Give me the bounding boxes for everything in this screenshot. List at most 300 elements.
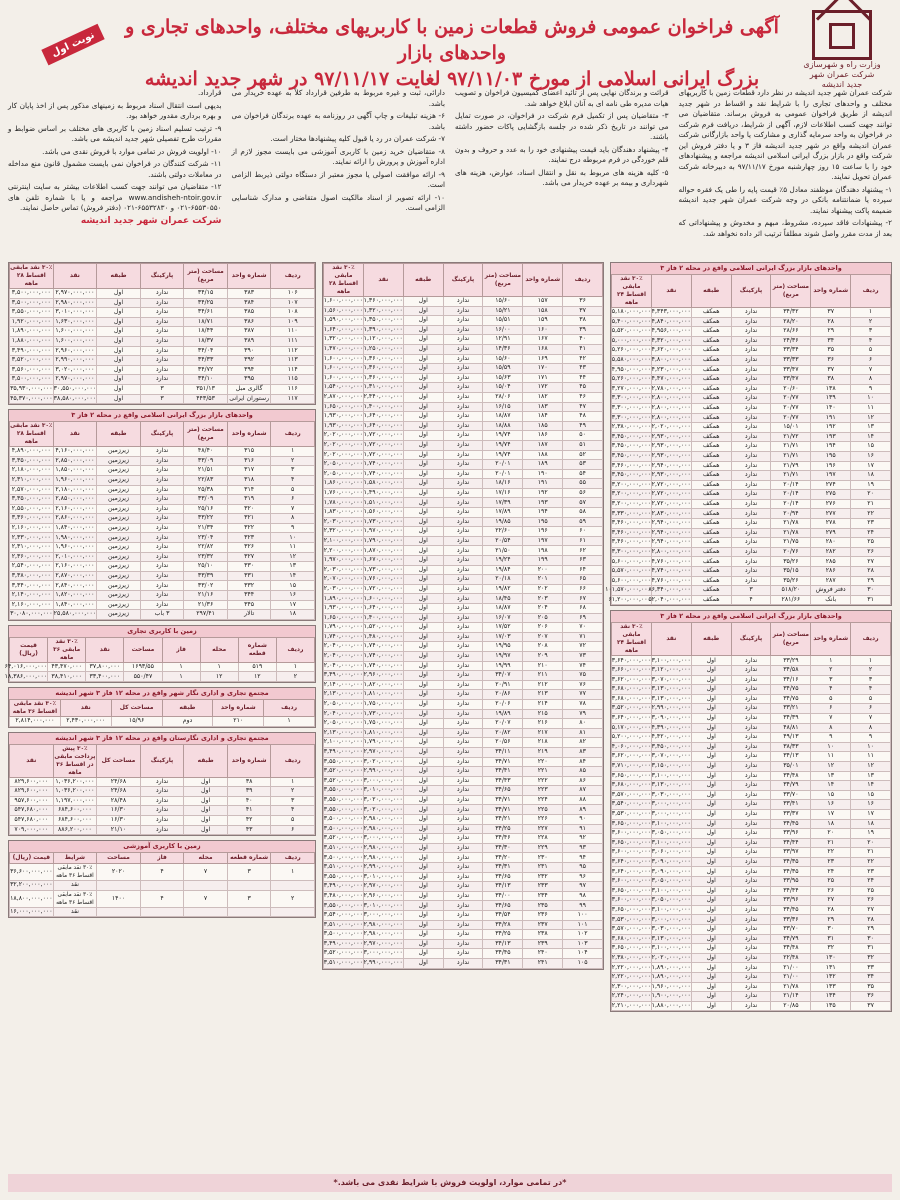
table-cell: ۱: [851, 656, 891, 666]
table-cell: ندارد: [731, 423, 771, 433]
table-cell: ندارد: [140, 571, 184, 581]
table-row: [324, 517, 603, 527]
table-cell: ۲,۰۴۰,۰۰۰,۰۰۰: [323, 652, 363, 660]
table-row: [324, 767, 603, 777]
column-header: پارکینگ: [140, 744, 184, 777]
table-cell: ۸۲۹,۶۰۰,۰۰۰: [10, 777, 54, 787]
table-cell: ۲,۰۲۰,۰۰۰,۰۰۰: [323, 431, 363, 439]
table-cell: ۳۴/۴۴: [771, 886, 811, 896]
table-row: [324, 431, 603, 441]
table-cell: اول: [403, 469, 443, 479]
table-bazaar-ground: [605, 262, 892, 606]
table-cell: ۳,۵۰۰,۰۰۰,۰۰۰: [323, 930, 363, 938]
table-row: [612, 336, 891, 346]
table-cell: اول: [691, 685, 731, 695]
table-cell: زیرزمین: [97, 591, 141, 601]
table-row: [612, 704, 891, 714]
table-cell: ۴۷: [563, 402, 603, 412]
table-title: مجتمع تجاری و اداری نگار شهر واقع در محله ۱۲ فاز ۳ شهر اندیشه: [9, 688, 315, 699]
table-cell: ۱۴/۳۶: [483, 344, 523, 354]
table-cell: ۹۶: [563, 872, 603, 882]
table-cell: ۴۳: [563, 364, 603, 374]
table-cell: ۲۷۵: [811, 490, 851, 500]
table-row: [612, 442, 891, 452]
table-cell: ندارد: [443, 699, 483, 709]
table-cell: ندارد: [443, 565, 483, 575]
table-cell: اول: [691, 666, 731, 676]
table-cell: ندارد: [140, 581, 184, 591]
table-cell: اول: [97, 346, 141, 356]
table-cell: ۱۶/۳۰: [97, 806, 141, 816]
table-cell: ۳۶: [811, 355, 851, 365]
table-row: [324, 824, 603, 834]
table-cell: ۴۹: [563, 421, 603, 431]
table-cell: ۲۰۲: [523, 584, 563, 594]
table-cell: ۱۹۵: [523, 517, 563, 527]
table-row: [324, 757, 603, 767]
table-cell: زیرزمین: [97, 504, 141, 514]
table-cell: ۳,۵۱۰,۰۰۰,۰۰۰: [323, 843, 363, 851]
table-cell: ۱,۳۱۰,۰۰۰,۰۰۰: [363, 383, 403, 391]
table-cell: اول: [691, 857, 731, 867]
table-row: [612, 973, 891, 983]
table-row: [612, 790, 891, 800]
table-cell: ۲۸: [851, 567, 891, 577]
column-header: ردیف: [271, 422, 315, 447]
table-cell: ۳۴۵: [227, 600, 271, 610]
table-cell: ۳۴/۷۲: [184, 365, 228, 375]
table-cell: ۲۲۳: [523, 786, 563, 796]
table-cell: ۲: [271, 890, 315, 907]
table-cell: همکف: [691, 586, 731, 596]
table-cell: ۴۵: [563, 383, 603, 393]
table-row: [324, 556, 603, 566]
table-cell: ۱۷/۵۲: [483, 623, 523, 633]
table-cell: ۱۳۳: [811, 982, 851, 992]
table-cell: ۱,۷۹۰,۰۰۰,۰۰۰: [363, 536, 403, 544]
table-cell: ۱۸/۸۷: [483, 604, 523, 614]
table-cell: ۳۲: [811, 944, 851, 954]
table-cell: ۲,۸۰۰,۰۰۰,۰۰۰: [651, 404, 691, 412]
table-cell: همکف: [691, 432, 731, 442]
table-cell: ۳,۴۶۰,۰۰۰,۰۰۰: [611, 538, 651, 546]
table-cell: ۳,۵۱۰,۰۰۰,۰۰۰: [323, 863, 363, 871]
table-cell: ۳,۵۴۰,۰۰۰,۰۰۰: [323, 911, 363, 919]
table-cell: ۴۹/۱۳: [771, 733, 811, 743]
table-cell: ۴,۶۲۰,۰۰۰,۰۰۰: [651, 346, 691, 354]
table-cell: اول: [403, 882, 443, 892]
table-cell: ۴۸/۸۱: [771, 723, 811, 733]
table-cell: ۳۰,۵۵۰,۰۰۰,۰۰۰: [53, 385, 97, 393]
table-cell: ندارد: [443, 901, 483, 911]
table-cell: ۱,۵۶۰,۰۰۰,۰۰۰: [323, 306, 363, 314]
table-cell: ۳,۳۵۰,۰۰۰,۰۰۰: [10, 495, 54, 505]
table-row: [324, 671, 603, 681]
table-cell: ۴,۷۴۰,۰۰۰,۰۰۰: [651, 567, 691, 575]
table-cell: ۲۰۲۰: [97, 864, 141, 881]
table-cell: ۱۷: [851, 809, 891, 819]
table-cell: ۶۸: [563, 604, 603, 614]
table-cell: اول: [403, 383, 443, 393]
table-row: [324, 335, 603, 345]
table-cell: ۲۲: [851, 857, 891, 867]
table-cell: ندارد: [443, 872, 483, 882]
table-cell: ندارد: [443, 392, 483, 402]
table-row: [324, 901, 603, 911]
table-row: [10, 787, 315, 797]
title-line-2: بزرگ ایرانی اسلامی از مورخ ۹۷/۱۱/۰۳ لغایت ۹۷/۱۱/۱۷ در شهر جدید اندیشه: [144, 68, 760, 90]
table-cell: ندارد: [140, 533, 184, 543]
table-cell: ۲۲/۸۳: [184, 475, 228, 485]
table-cell: ۳,۵۱۰,۰۰۰,۰۰۰: [323, 920, 363, 928]
table-cell: اول: [691, 829, 731, 839]
table-cell: ۱۰: [811, 742, 851, 752]
table-cell: ۳۱: [811, 934, 851, 944]
table-cell: ۱۸۲: [523, 392, 563, 402]
table-cell: ۳,۱۰۰,۰۰۰,۰۰۰: [651, 838, 691, 846]
table-cell: اول: [403, 872, 443, 882]
table-cell: ۲,۳۸۰,۰۰۰,۰۰۰: [611, 953, 651, 961]
table-cell: ۳,۵۷۰,۰۰۰,۰۰۰: [611, 925, 651, 933]
table-cell: ۱,۷۳۰,۰۰۰,۰۰۰: [363, 517, 403, 525]
table-row: [10, 346, 315, 356]
table-cell: ۱۹/۹۷: [483, 651, 523, 661]
table-cell: ۱: [200, 662, 238, 672]
table-cell: ۱۴: [851, 781, 891, 791]
table-cell: ندارد: [140, 375, 184, 385]
table-cell: ۲۰/۰۱: [483, 469, 523, 479]
table-cell: ۲۶: [851, 896, 891, 906]
table-row: [612, 733, 891, 743]
table-row: [10, 806, 315, 816]
table-cell: ۲۱/۵۰: [483, 546, 523, 556]
table-cell: ۲۰۱: [523, 575, 563, 585]
table-cell: اول: [403, 920, 443, 930]
intro-column-1: [679, 88, 893, 258]
table-row: [612, 915, 891, 925]
table-cell: ۸: [851, 375, 891, 385]
table-cell: ۱,۰۳۶,۲۰۰,۰۰۰: [53, 787, 97, 797]
data-table: [4, 637, 315, 682]
table-cell: ۱,۵۸۰,۰۰۰,۰۰۰: [363, 479, 403, 487]
table-cell: ۵: [271, 485, 315, 495]
column-header: ۳۰٪ نقد مابقی اقساط ۲۴ ماهه: [612, 623, 652, 656]
table-cell: ۴: [851, 685, 891, 695]
table-cell: ندارد: [731, 944, 771, 954]
table-cell: ۱,۸۹۰,۰۰۰,۰۰۰: [651, 973, 691, 981]
table-cell: ۱۱۷: [271, 394, 315, 404]
table-cell: ۳۴/۴۵: [483, 949, 523, 959]
table-cell: اول: [403, 834, 443, 844]
table-cell: ندارد: [443, 536, 483, 546]
table-cell: ۱۰۵: [563, 958, 603, 968]
table-cell: اول: [691, 992, 731, 1002]
table-row: [324, 709, 603, 719]
table-cell: ۱,۳۲۰,۰۰۰,۰۰۰: [363, 306, 403, 314]
table-cell: ۱۹/۸۹: [483, 709, 523, 719]
column-header: ۳۰٪ نقد مابقی اقساط ۳۶ ماهه: [10, 700, 61, 717]
table-cell: ۳,۰۵۰,۰۰۰,۰۰۰: [651, 896, 691, 904]
table-cell: ۲,۸۴۰,۰۰۰,۰۰۰: [53, 581, 97, 591]
table-cell: ۹: [851, 733, 891, 743]
table-cell: ۱,۷۴۰,۰۰۰,۰۰۰: [363, 460, 403, 468]
table-row: [324, 364, 603, 374]
table-cell: تالار: [227, 610, 271, 620]
table-row: [324, 795, 603, 805]
table-cell: ۱۹: [851, 829, 891, 839]
table-cell: ۲۵,۵۸۰,۰۰۰,۰۰۰: [53, 610, 97, 618]
column-header: مساحت (متر مربع): [771, 623, 811, 656]
table-cell: ۱,۵۹۰,۰۰۰,۰۰۰: [323, 316, 363, 324]
table-cell: ۲۱/۳۶: [184, 600, 228, 610]
table-cell: ۲۱/۷۹: [771, 461, 811, 471]
table-cell: اول: [403, 690, 443, 700]
table-cell: ۴۴: [563, 373, 603, 383]
table-cell: ۳۳/۳۶: [771, 915, 811, 925]
table-cell: ۵,۵۸۰,۰۰۰,۰۰۰: [611, 356, 651, 364]
table-cell: ندارد: [443, 671, 483, 681]
table-cell: اول: [691, 761, 731, 771]
table-cell: ۳۳/۴۱: [771, 800, 811, 810]
table-cell: ۳,۰۰۰,۰۰۰,۰۰۰: [651, 800, 691, 808]
table-cell: ۳۴: [851, 973, 891, 983]
table-row: [10, 466, 315, 476]
table-cell: ۲,۳۶۰,۰۰۰,۰۰۰: [10, 552, 54, 562]
table-row: [10, 336, 315, 346]
table-cell: ۳,۵۰۰,۰۰۰,۰۰۰: [323, 815, 363, 823]
table-cell: ۳,۴۹۰,۰۰۰,۰۰۰: [323, 882, 363, 890]
table-cell: اول: [691, 733, 731, 743]
table-cell: ۷: [811, 713, 851, 723]
table-cell: ۳۶: [851, 992, 891, 1002]
table-row: [324, 872, 603, 882]
table-cell: ۳,۱۰۰,۰۰۰,۰۰۰: [651, 771, 691, 779]
table-cell: همکف: [691, 365, 731, 375]
table-cell: ۲۳۷: [523, 920, 563, 930]
table-cell: ۱۵/۲۱: [483, 306, 523, 316]
intro-paragraph: ۲- پیشنهادات فاقد سپرده، مشروط، مبهم و مخدوش و پیشنهاداتی که بعد از مدت مقرر واصل شوند مطلقاً ترتیب اثر داده نخواهد شد.: [678, 218, 892, 238]
table-cell: ۳۸: [811, 375, 851, 385]
table-cell: همکف: [691, 509, 731, 519]
data-table: [611, 622, 891, 1011]
table-cell: ۲۱۰: [523, 661, 563, 671]
table-cell: اول: [184, 825, 228, 835]
table-cell: ۵۵۰/۴۷: [124, 672, 162, 682]
table-cell: ندارد: [140, 346, 184, 356]
table-row: [10, 523, 315, 533]
table-cell: همکف: [691, 423, 731, 433]
table-cell: ندارد: [731, 685, 771, 695]
table-cell: ۱,۸۲۰,۰۰۰,۰۰۰: [53, 591, 97, 601]
table-row: [10, 308, 315, 318]
table-row: [324, 699, 603, 709]
table-cell: اول: [403, 565, 443, 575]
table-cell: ۱۵/۵۱: [483, 316, 523, 326]
table-cell: ۲,۱۸۰,۰۰۰,۰۰۰: [53, 485, 97, 495]
table-cell: ۲۱۳: [523, 690, 563, 700]
table-cell: ندارد: [443, 440, 483, 450]
table-cell: ۲۰/۱۴: [771, 499, 811, 509]
column-middle: [322, 262, 604, 1172]
table-cell: ۲۵: [811, 877, 851, 887]
table-cell: ۳۴/۱۳: [483, 939, 523, 949]
table-row: [10, 581, 315, 591]
table-cell: ۲۸: [811, 905, 851, 915]
table-cell: اول: [403, 536, 443, 546]
table-row: [612, 375, 891, 385]
table-cell: ۳,۴۵۰,۰۰۰,۰۰۰: [611, 432, 651, 440]
table-cell: ۹۵: [563, 863, 603, 873]
table-cell: اول: [691, 656, 731, 666]
table-cell: همکف: [691, 528, 731, 538]
table-cell: ۴,۷۶۰,۰۰۰,۰۰۰: [651, 576, 691, 584]
table-cell: ۳۱۸: [227, 475, 271, 485]
table-cell: ۸۴: [563, 757, 603, 767]
table-cell: ندارد: [443, 412, 483, 422]
table-cell: ندارد: [731, 723, 771, 733]
table-cell: ۱۸/۴۴: [184, 327, 228, 337]
table-cell: ۳۸۳: [227, 289, 271, 299]
table-cell: ندارد: [443, 863, 483, 873]
footer-note: *در تمامی موارد، اولویت فروش با شرایط نقدی می باشد.*: [8, 1174, 892, 1192]
table-cell: ندارد: [443, 795, 483, 805]
table-cell: اول: [97, 289, 141, 299]
table-cell: اول: [403, 488, 443, 498]
column-header: مساحت (متر مربع): [184, 264, 228, 289]
table-cell: ۳۱: [851, 944, 891, 954]
table-cell: ۲۳۸: [523, 930, 563, 940]
table-cell: ۱۹: [851, 480, 891, 490]
intro-paragraph: ۱- پیشنهاد دهندگان موظفند معادل ۵٪ قیمت پایه را طی یک فقره حواله سپرده یا ضمانتنامه بانکی در وجه شرکت عمران شهر جدید اندیشه ضمیمه پاکت پیشنهاد نمایند.: [678, 184, 892, 215]
table-cell: اول: [403, 316, 443, 326]
table-cell: اول: [184, 815, 228, 825]
table-cell: ۱۲/۹۱: [483, 335, 523, 345]
column-header: شرایط: [53, 853, 97, 864]
intro-paragraph: ۷- شرکت عمران در رد یا قبول کلیه پیشنهادها مختار است.: [270, 134, 445, 143]
data-table: [9, 744, 315, 836]
org-logo: [802, 10, 882, 90]
table-cell: اول: [691, 752, 731, 762]
table-cell: زیرزمین: [97, 495, 141, 505]
table-cell: ندارد: [443, 325, 483, 335]
table-cell: ندارد: [443, 421, 483, 431]
table-cell: ۳ باب: [140, 610, 184, 620]
table-cell: اول: [403, 479, 443, 489]
table-cell: ۳۷: [811, 308, 851, 318]
table-cell: ۳,۲۰۰,۰۰۰,۰۰۰: [611, 499, 651, 507]
table-cell: ۲۹: [811, 327, 851, 337]
table-row: [612, 576, 891, 586]
table-row: [324, 776, 603, 786]
table-cell: ۴,۸۴۰,۰۰۰,۰۰۰: [651, 317, 691, 325]
table-cell: اول: [691, 781, 731, 791]
table-cell: ۲۰/۸۲: [483, 728, 523, 738]
table-cell: اول: [97, 356, 141, 366]
table-cell: ۱۹/۷۴: [483, 440, 523, 450]
table-cell: ۳۴/۱۳: [483, 882, 523, 892]
table-cell: ۵: [851, 694, 891, 704]
table-cell: ۲۱: [851, 848, 891, 858]
table-cell: ۳۳/۳۴: [771, 346, 811, 356]
intro-paragraph: قرارداد.: [197, 88, 222, 97]
table-cell: ۱۳۸: [811, 384, 851, 394]
table-cell: ندارد: [731, 915, 771, 925]
table-cell: اول: [403, 604, 443, 614]
table-cell: ندارد: [731, 982, 771, 992]
table-row: [612, 934, 891, 944]
table-cell: ۳,۵۵۰,۰۰۰,۰۰۰: [323, 805, 363, 813]
table-cell: ۱۴۰: [811, 403, 851, 413]
table-cell: ۲,۹۸۰,۰۰۰,۰۰۰: [363, 843, 403, 851]
table-cell: ۶: [811, 704, 851, 714]
table-cell: ۲,۸۵۰,۰۰۰,۰۰۰: [53, 495, 97, 505]
table-cell: ۲,۲۲۰,۰۰۰,۰۰۰: [611, 963, 651, 971]
table-cell: ۳۸: [563, 316, 603, 326]
table-cell: اول: [403, 651, 443, 661]
table-cell: ندارد: [443, 546, 483, 556]
column-header: پارکینگ: [140, 422, 184, 447]
table-cell: ۳,۶۰۰,۰۰۰,۰۰۰: [611, 829, 651, 837]
table-cell: اول: [403, 364, 443, 374]
table-cell: ۲۰/۸۶: [483, 690, 523, 700]
table-cell: ۶: [271, 825, 315, 835]
table-cell: زیرزمین: [97, 552, 141, 562]
table-cell: اول: [403, 556, 443, 566]
table-cell: ندارد: [731, 490, 771, 500]
table-cell: زیرزمین: [97, 581, 141, 591]
table-cell: ۱,۹۶۰,۰۰۰,۰۰۰: [53, 543, 97, 553]
table-cell: ندارد: [731, 384, 771, 394]
table-cell: ۲,۳۳۰,۰۰۰,۰۰۰: [10, 533, 54, 543]
table-row: [10, 475, 315, 485]
table-row: [324, 719, 603, 729]
table-cell: ۱۸: [271, 610, 315, 620]
table-cell: ۲,۰۵۰,۰۰۰,۰۰۰: [323, 460, 363, 468]
column-header: پارکینگ: [443, 264, 483, 297]
table-cell: ۴: [140, 890, 184, 907]
table-row: [612, 809, 891, 819]
table-cell: ۲,۰۲۰,۰۰۰,۰۰۰: [323, 441, 363, 448]
table-cell: ۲,۹۳۰,۰۰۰,۰۰۰: [651, 452, 691, 459]
table-cell: ۷۲: [563, 642, 603, 652]
table-cell: ۴,۴۷۰,۰۰۰,۰۰۰: [651, 375, 691, 383]
table-cell: ۳,۵۵۰,۰۰۰,۰۰۰: [323, 901, 363, 909]
table-cell: ندارد: [140, 289, 184, 299]
table-cell: ۳: [140, 384, 184, 394]
table-cell: ندارد: [443, 527, 483, 537]
table-cell: ۳۴/۳۵: [771, 867, 811, 877]
table-row: [612, 528, 891, 538]
table-cell: ۱۰: [271, 533, 315, 543]
table-cell: ندارد: [731, 365, 771, 375]
table-cell: ۲۰۵: [523, 613, 563, 623]
table-cell: اول: [691, 886, 731, 896]
table-cell: ۲۱: [811, 838, 851, 848]
table-cell: ۳,۳۰۰,۰۰۰,۰۰۰: [611, 404, 651, 412]
column-header: طبقه: [403, 264, 443, 297]
table-cell: ۱,۸۷۰,۰۰۰,۰۰۰: [363, 546, 403, 554]
table-cell: ۴,۳۹۰,۰۰۰,۰۰۰: [651, 723, 691, 731]
table-cell: ۲۹: [851, 925, 891, 935]
table-cell: ۷: [851, 365, 891, 375]
table-cell: ۴,۴۲۰,۰۰۰,۰۰۰: [651, 733, 691, 741]
table-cell: ۳۱: [851, 595, 891, 605]
table-row: [612, 982, 891, 992]
table-row: [10, 289, 315, 299]
table-row: [612, 538, 891, 548]
table-cell: ندارد: [140, 466, 184, 476]
column-header: شماره واحد: [227, 422, 271, 447]
